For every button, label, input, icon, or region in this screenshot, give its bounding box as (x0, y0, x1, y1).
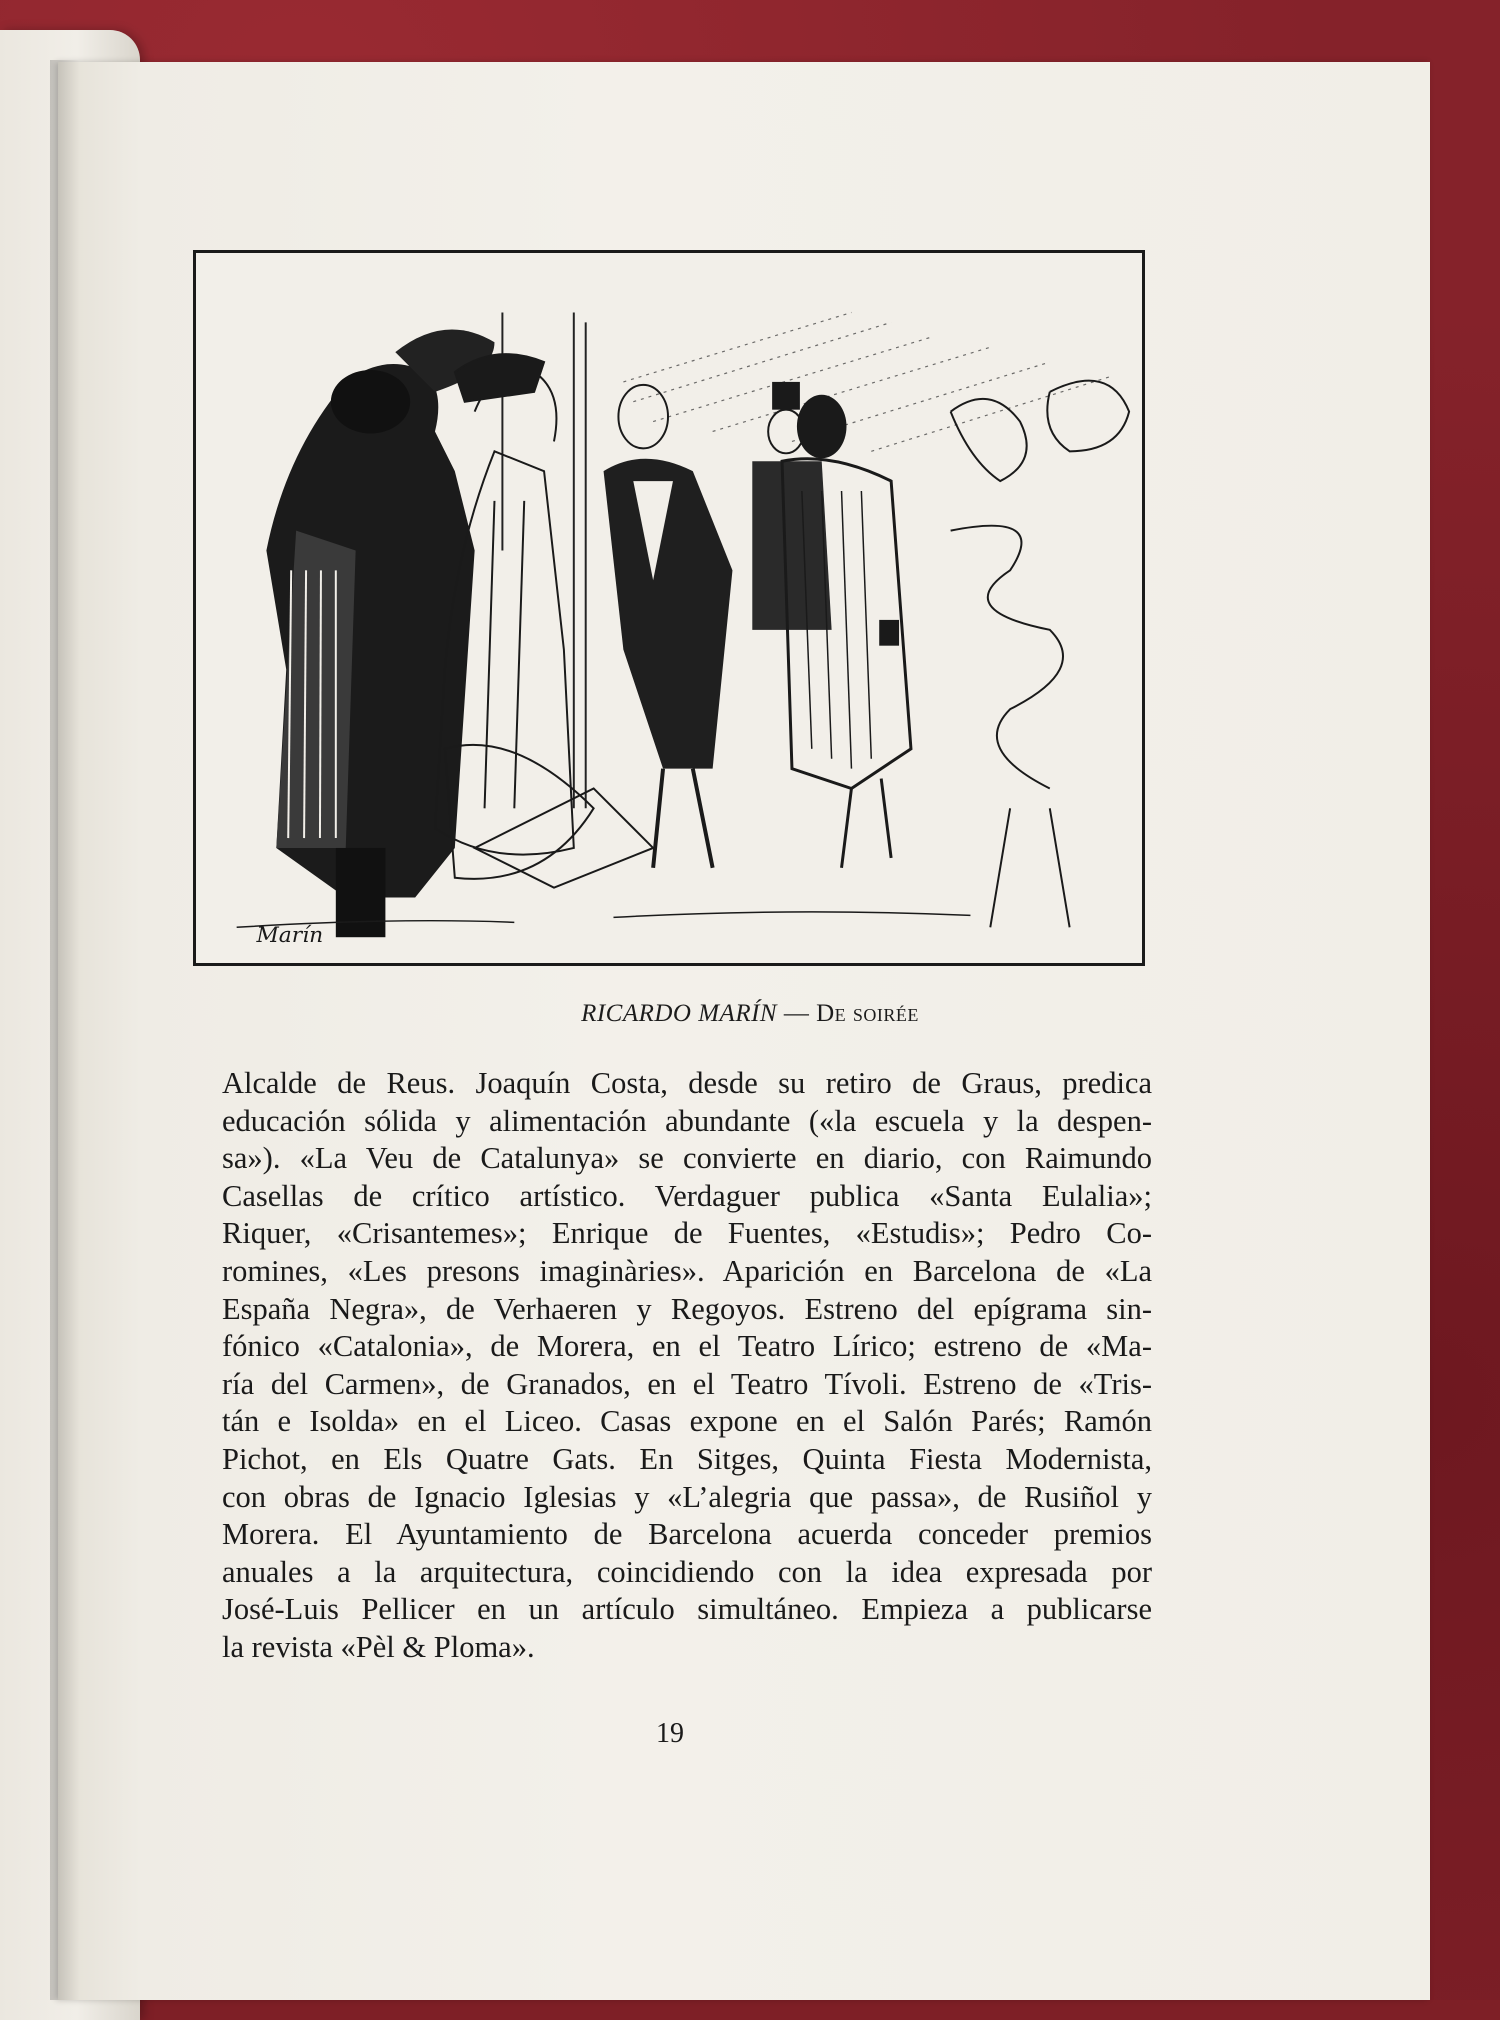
book-gutter-shadow (50, 60, 80, 2000)
ink-sketch-illustration (196, 253, 1142, 963)
text-line: romines, «Les presons imaginàries». Aparición en Barcelona de «La (222, 1253, 1152, 1288)
text-line: fónico «Catalonia», de Morera, en el Teatro Lírico; estreno de «Ma- (222, 1329, 1152, 1364)
text-line: con obras de Ignacio Iglesias y «L’alegria que passa», de Rusiñol y (222, 1479, 1152, 1514)
figure-swirl-right (951, 381, 1129, 928)
text-line: Pichot, en Els Quatre Gats. En Sitges, Quinta Fiesta Modernista, (222, 1441, 1152, 1476)
text-line: educación sólida y alimentación abundante («la escuela y la despen- (222, 1103, 1152, 1138)
text-line: Casellas de crítico artístico. Verdaguer publica «Santa Eulalia»; (222, 1178, 1152, 1213)
caption-artist: RICARDO MARÍN (581, 1000, 778, 1027)
text-line: Riquer, «Crisantemes»; Enrique de Fuentes, «Estudis»; Pedro Co- (222, 1216, 1152, 1251)
caption-title: De soirée (816, 1000, 919, 1027)
text-line: Alcalde de Reus. Joaquín Costa, desde su retiro de Graus, predica (222, 1066, 1152, 1100)
text-line: España Negra», de Verhaeren y Regoyos. Estreno del epígrama sin- (222, 1291, 1152, 1326)
figure-woman-dark-coat (266, 329, 494, 937)
text-line: ría del Carmen», de Granados, en el Teatro Tívoli. Estreno de «Tris- (222, 1366, 1152, 1401)
text-line: José-Luis Pellicer en un artículo simultáneo. Empieza a publicarse (222, 1592, 1152, 1627)
text-line: Morera. El Ayuntamiento de Barcelona acuerda conceder premios (222, 1517, 1152, 1552)
text-line: anuales a la arquitectura, coincidiendo con la idea expresada por (222, 1554, 1152, 1589)
caption-separator: — (777, 1000, 817, 1027)
page-number: 19 (656, 1718, 684, 1749)
figure-caption (0, 1000, 1500, 1028)
illustration-frame (193, 250, 1145, 966)
figure-bald-man (604, 385, 733, 868)
artist-signature: Marín (256, 923, 324, 949)
text-line: tán e Isolda» en el Liceo. Casas expone en el Salón Parés; Ramón (222, 1404, 1152, 1439)
text-line: sa»). «La Veu de Catalunya» se convierte en diario, con Raimundo (222, 1141, 1152, 1176)
body-paragraph (222, 1065, 1152, 1667)
text-line: la revista «Pèl & Ploma». (222, 1629, 535, 1664)
